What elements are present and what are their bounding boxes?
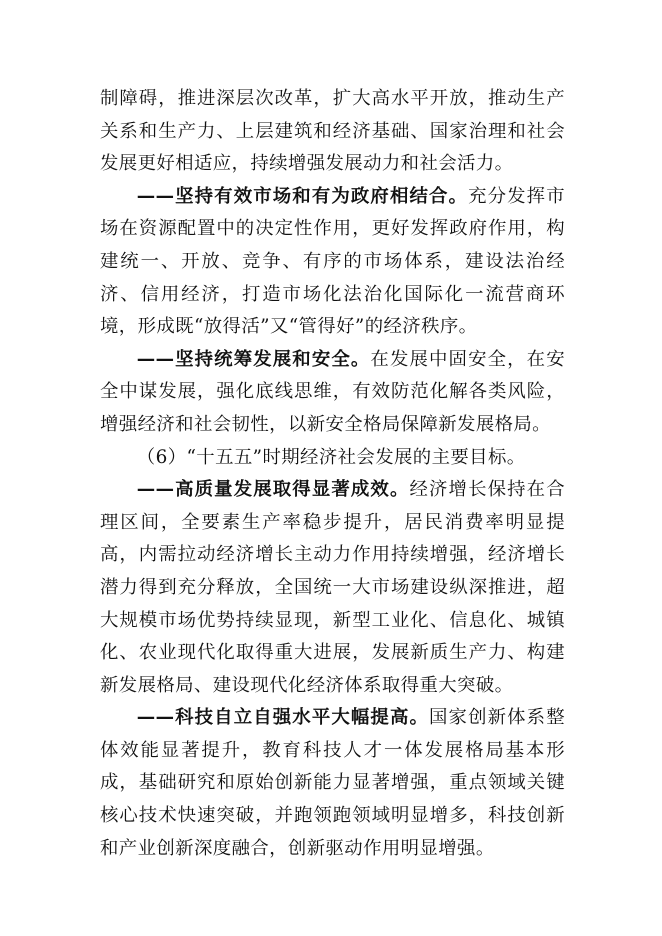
paragraph-heading: ——坚持统筹发展和安全。 [136, 348, 371, 370]
paragraph-high-quality-development [100, 474, 565, 702]
paragraph-heading: ——高质量发展取得显著成效。 [136, 479, 410, 501]
paragraph-continuation [100, 83, 565, 181]
paragraph-text: 充分发挥市场在资源配置中的决定性作用，更好发挥政府作用，构建统一、开放、竞争、有序的市场体系，建设法治经济、信用经济，打造市场化法治化国际化一流营商环境，形成既“放得活”又“管得好”的经济秩序。 [100, 185, 565, 338]
paragraph-development-security [100, 344, 565, 442]
section-heading-main-goals [100, 442, 565, 475]
paragraph-heading: ——坚持有效市场和有为政府相结合。 [136, 185, 469, 207]
paragraph-text: 经济增长保持在合理区间，全要素生产率稳步提升，居民消费率明显提高，内需拉动经济增长主动力作用持续增强，经济增长潜力得到充分释放，全国统一大市场建设纵深推进，超大规模市场优势持续显现，新型工业化、信息化、城镇化、农业现代化取得重大进展，发展新质生产力、构建新发展格局、建设现代化经济体系取得重大突破。 [100, 479, 565, 696]
paragraph-text: 在发展中固安全，在安全中谋发展，强化底线思维，有效防范化解各类风险，增强经济和社会韧性，以新安全格局保障新发展格局。 [100, 348, 565, 435]
paragraph-market-government [100, 181, 565, 344]
document-body [100, 83, 565, 865]
paragraph-heading: ——科技自立自强水平大幅提高。 [136, 707, 430, 729]
paragraph-text: （6）“十五五”时期经济社会发展的主要目标。 [136, 446, 526, 468]
paragraph-text: 国家创新体系整体效能显著提升，教育科技人才一体发展格局基本形成，基础研究和原始创新能力显著增强，重点领域关键核心技术快速突破，并跑领跑领域明显增多，科技创新和产业创新深度融合，创新驱动作用明显增强。 [100, 707, 565, 859]
paragraph-text: 制障碍，推进深层次改革，扩大高水平开放，推动生产关系和生产力、上层建筑和经济基础、国家治理和社会发展更好相适应，持续增强发展动力和社会活力。 [100, 88, 565, 175]
paragraph-tech-self-reliance [100, 702, 565, 865]
